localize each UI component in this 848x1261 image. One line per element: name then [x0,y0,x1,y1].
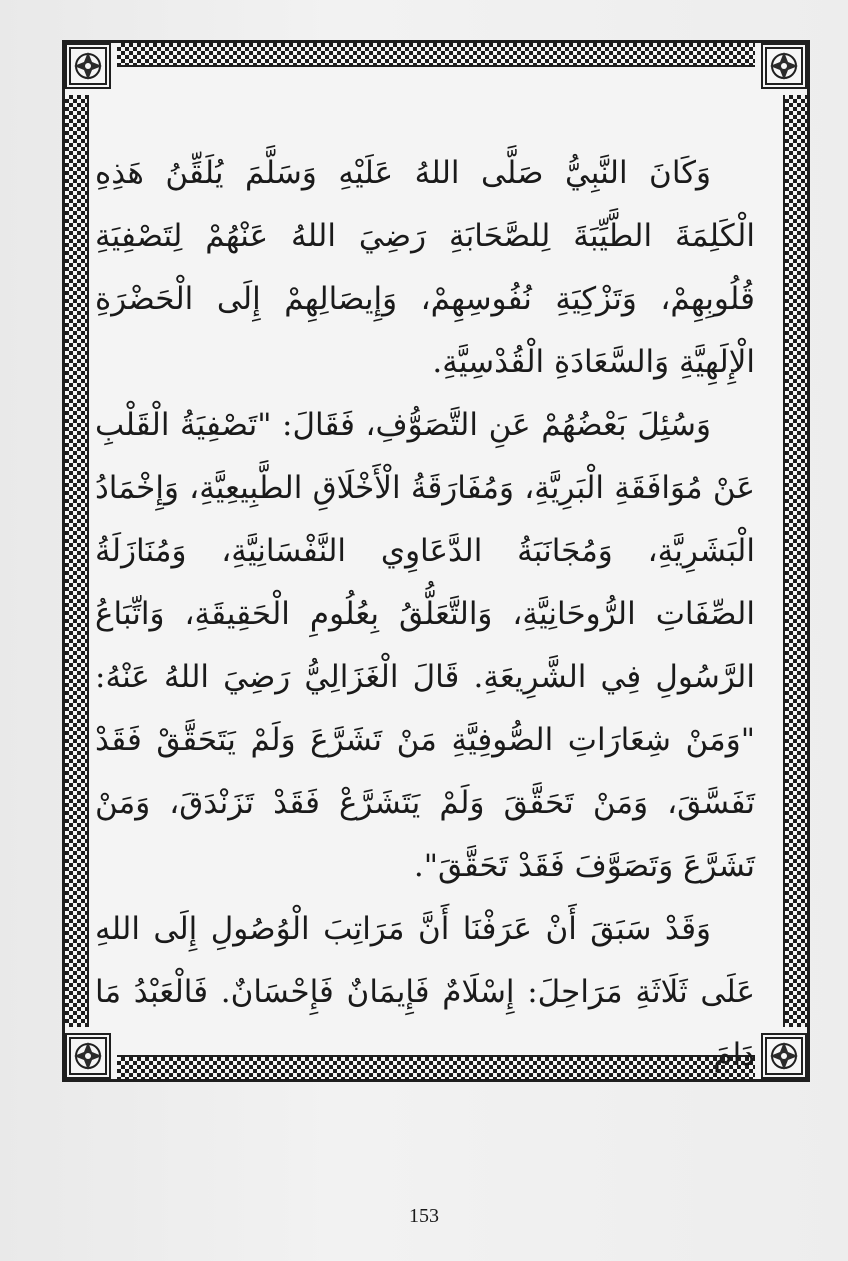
paragraph-2: وَسُئِلَ بَعْضُهُمْ عَنِ التَّصَوُّفِ، فَقَالَ: "تَصْفِيَةُ الْقَلْبِ عَنْ مُوَافَقَةِ الْبَرِيَّةِ، وَمُفَارَقَةُ الْأَخْلَاقِ الطَّبِيعِيَّةِ، وَإِخْمَادُ الْبَشَرِيَّةِ، وَمُجَانَبَةُ الدَّعَاوِي النَّفْسَانِيَّةِ، وَمُنَازَلَةُ الصِّفَاتِ الرُّوحَانِيَّةِ، وَالتَّعَلُّقُ بِعُلُومِ الْحَقِيقَةِ، وَاتِّبَاعُ الرَّسُولِ فِي الشَّرِيعَةِ. قَالَ الْغَزَالِيُّ رَضِيَ اللهُ عَنْهُ: "وَمَنْ شِعَارَاتِ الصُّوفِيَّةِ مَنْ تَشَرَّعَ وَلَمْ يَتَحَقَّقْ فَقَدْ تَفَسَّقَ، وَمَنْ تَحَقَّقَ وَلَمْ يَتَشَرَّعْ فَقَدْ تَزَنْدَقَ، وَمَنْ تَشَرَّعَ وَتَصَوَّفَ فَقَدْ تَحَقَّقَ". [95,407,755,884]
body-text [95,142,755,1073]
frame-border-left [65,95,89,1027]
corner-ornament-icon [761,43,807,89]
frame-border-top [117,43,755,67]
paragraph-3: وَقَدْ سَبَقَ أَنْ عَرَفْنَا أَنَّ مَرَاتِبَ الْوُصُولِ إِلَى اللهِ عَلَى ثَلَاثَةِ مَرَاحِلَ: إِسْلَامٌ فَإِيمَانٌ فَإِحْسَانٌ. فَالْعَبْدُ مَا دَامَ [95,911,755,1073]
corner-ornament-icon [761,1033,807,1079]
corner-ornament-icon [65,43,111,89]
paragraph-1: وَكَانَ النَّبِيُّ صَلَّى اللهُ عَلَيْهِ وَسَلَّمَ يُلَقِّنُ هَذِهِ الْكَلِمَةَ الطَّيِّبَةَ لِلصَّحَابَةِ رَضِيَ اللهُ عَنْهُمْ لِتَصْفِيَةِ قُلُوبِهِمْ، وَتَزْكِيَةِ نُفُوسِهِمْ، وَإِيصَالِهِمْ إِلَى الْحَضْرَةِ الْإِلَهِيَّةِ وَالسَّعَادَةِ الْقُدْسِيَّةِ. [95,155,755,380]
frame-border-right [783,95,807,1027]
page-number: 153 [409,1205,439,1227]
